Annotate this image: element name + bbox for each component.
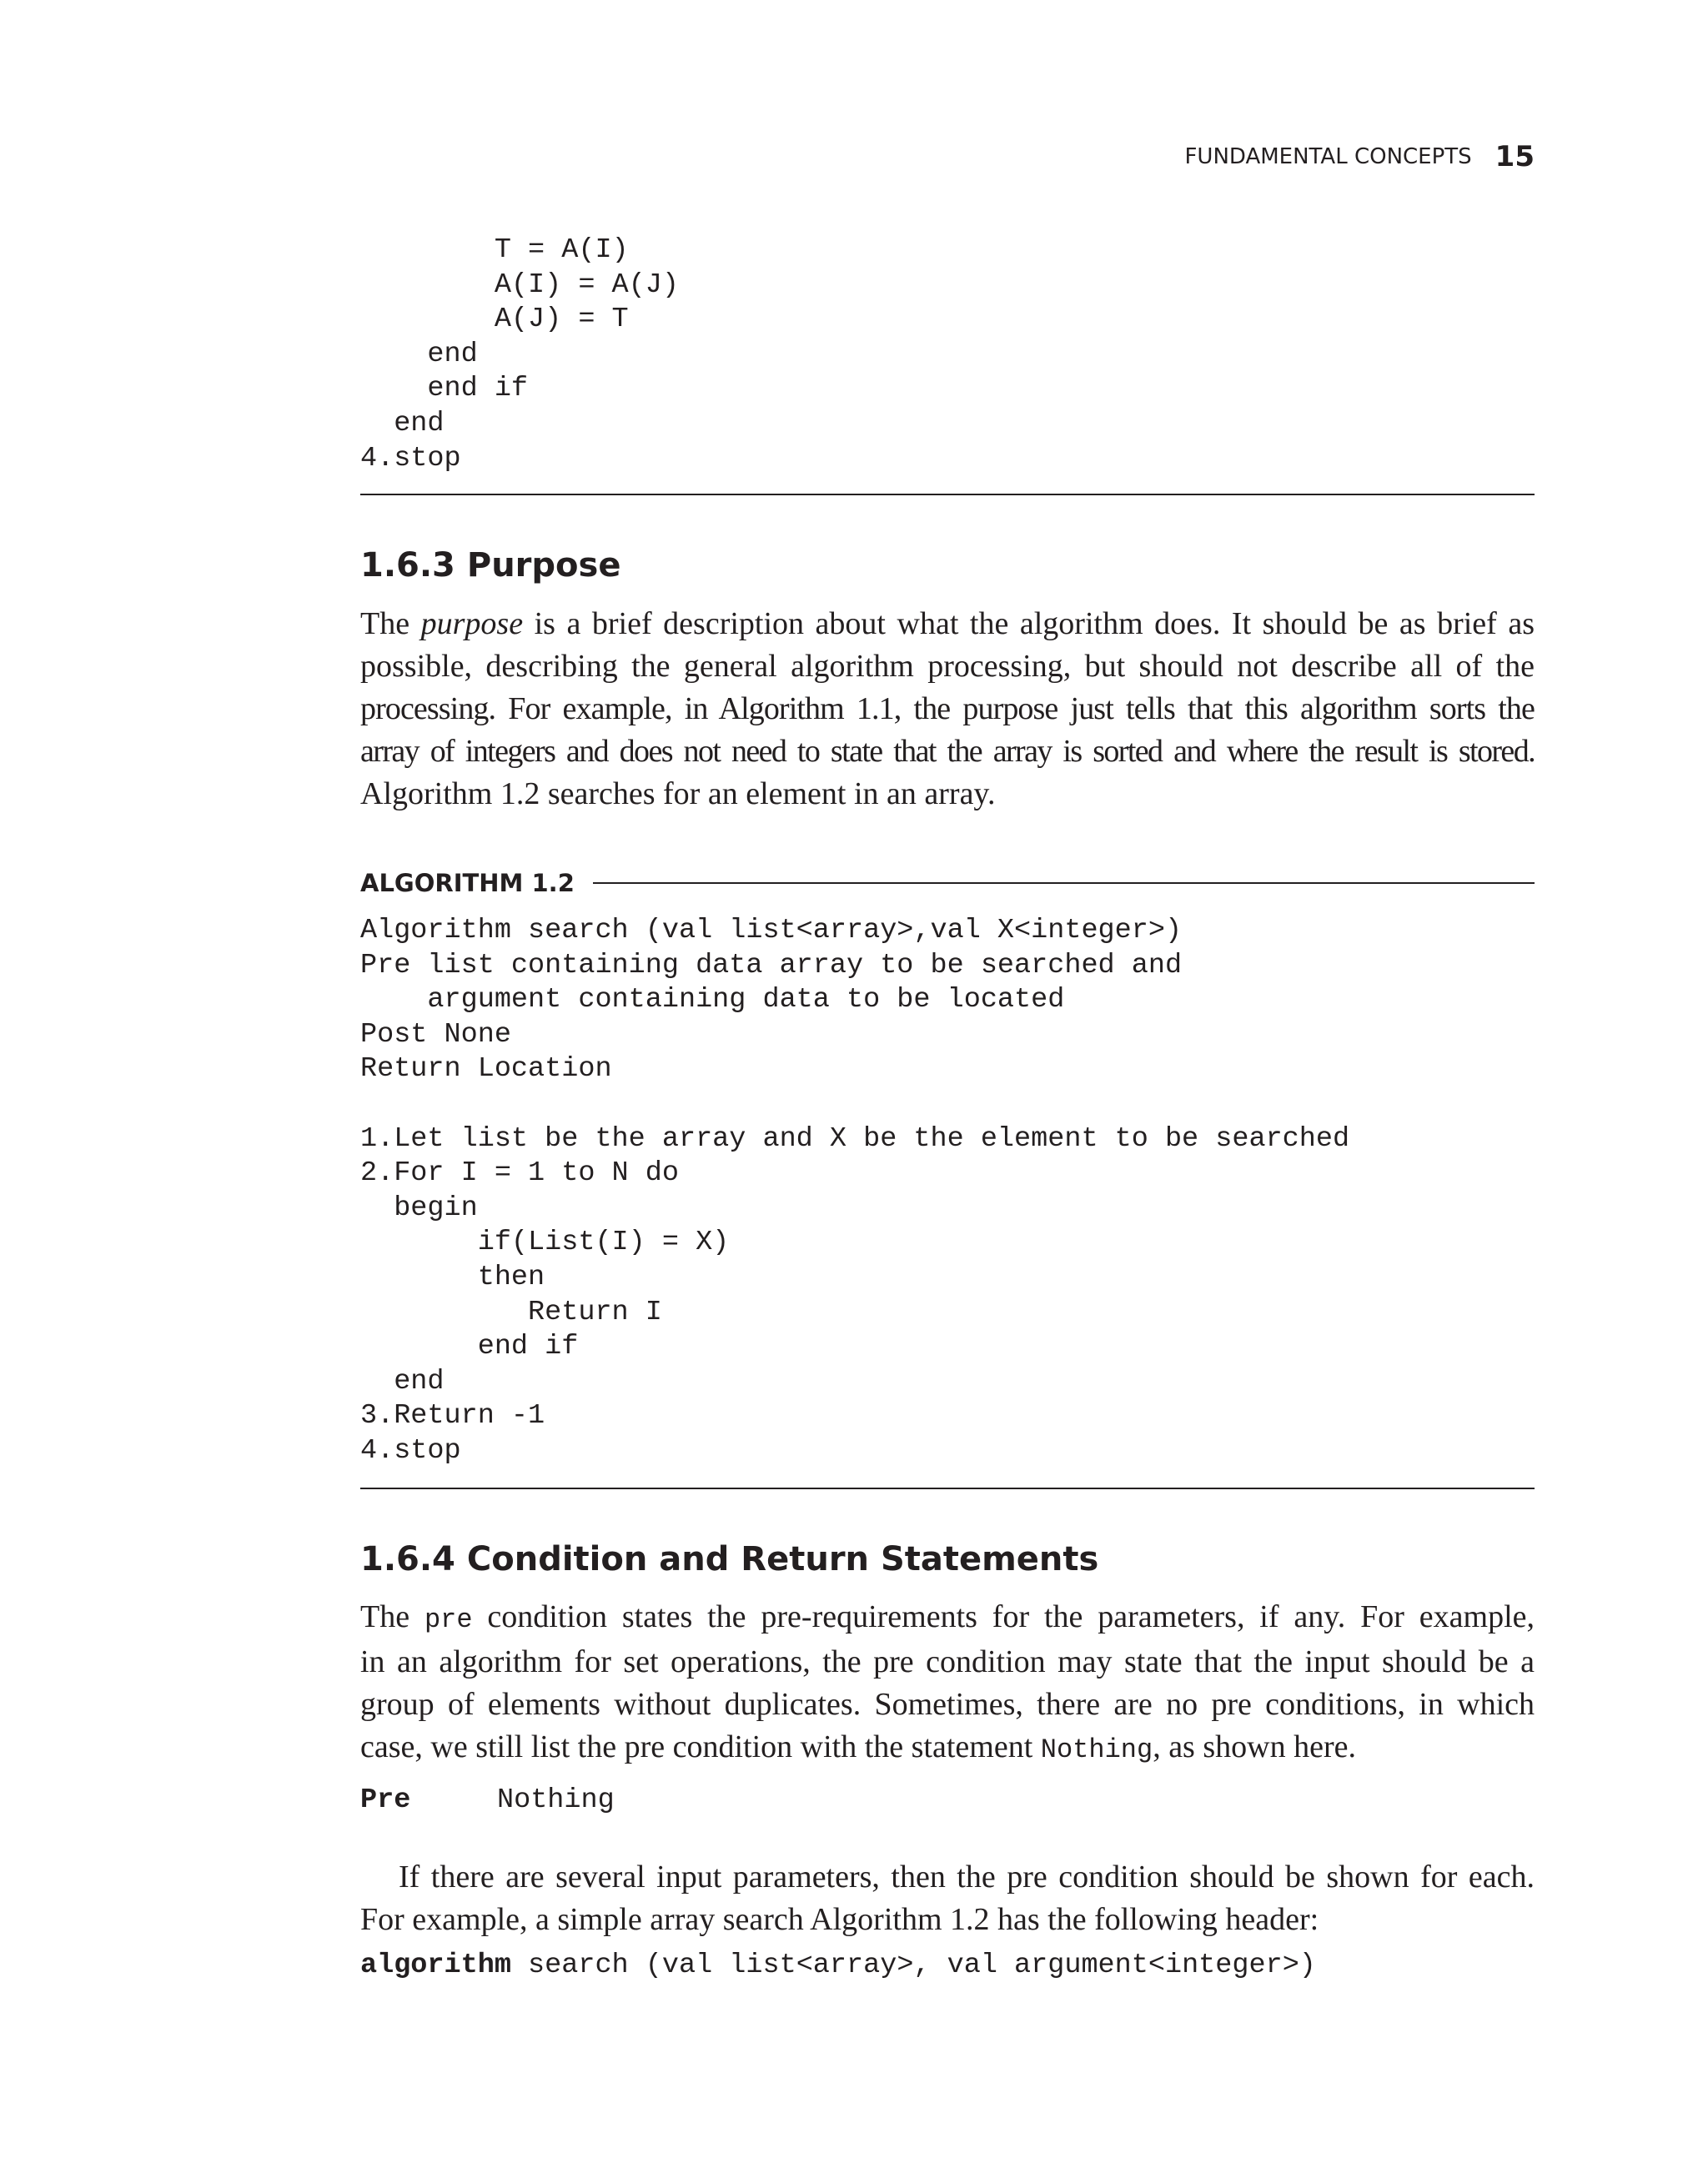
code-line: 4.stop	[360, 1434, 461, 1467]
section-title: Purpose	[466, 546, 621, 585]
code-line: end	[360, 1365, 445, 1398]
code-line: 2.For I = 1 to N do	[360, 1157, 679, 1190]
text-run: The	[360, 1599, 424, 1634]
purpose-term: purpose	[420, 606, 524, 641]
code-line: end	[360, 338, 478, 370]
section-heading-1-6-3	[360, 545, 620, 585]
pre-condition-paragraph	[360, 1596, 1535, 1771]
code-line: T = A(I)	[360, 234, 629, 266]
code-line	[360, 1087, 1349, 1122]
code-line: Algorithm search (val list<array>,val X<integer>)	[360, 915, 1183, 946]
code-line: Pre list containing data array to be searched and	[360, 949, 1183, 981]
code-line: end if	[360, 1331, 579, 1363]
section-number: 1.6.4	[360, 1540, 455, 1578]
code-line: end if	[360, 373, 529, 405]
pre-example-line	[360, 1783, 615, 1818]
algorithm-end-rule	[360, 1488, 1535, 1489]
paragraph-line	[360, 1726, 1535, 1771]
code-line: argument containing data to be located	[360, 984, 1065, 1016]
inline-code: Nothing	[1040, 1734, 1153, 1765]
pre-keyword: Pre	[360, 1784, 411, 1816]
algorithm-1-2-code	[360, 914, 1349, 1469]
paragraph-line: possible, describing the general algorithm processing, but should not describe all of the	[360, 649, 1535, 684]
algorithm-label	[360, 866, 1535, 900]
code-line: 4.stop	[360, 442, 461, 474]
paragraph-line: Algorithm 1.2 searches for an element in an array.	[360, 776, 996, 811]
code-line: if(List(I) = X)	[360, 1227, 730, 1259]
paragraph-line	[360, 1596, 1535, 1641]
paragraph-line: in an algorithm for set operations, the pre condition may state that the input should be a	[360, 1644, 1535, 1679]
code-line: Return Location	[360, 1053, 612, 1086]
page-number: 15	[1494, 140, 1535, 173]
code-line: then	[360, 1261, 545, 1293]
text-run: , as shown here.	[1153, 1729, 1356, 1764]
code-line: Return I	[360, 1296, 662, 1328]
inline-code: pre	[424, 1604, 473, 1635]
text-run: condition states the pre-requirements for the parameters, if any. For example,	[472, 1599, 1535, 1634]
pre-value: Nothing	[497, 1784, 615, 1816]
paragraph-line: For example, a simple array search Algorithm 1.2 has the following header:	[360, 1902, 1319, 1937]
text-run: case, we still list the pre condition with the statement	[360, 1729, 1041, 1764]
code-line: end	[360, 407, 445, 439]
algorithm-label-rule	[593, 882, 1535, 884]
purpose-paragraph	[360, 603, 1535, 816]
header-signature: search (val list<array>, val argument<integer>)	[510, 1950, 1316, 1981]
header-keyword: algorithm	[360, 1950, 511, 1981]
code-line: A(I) = A(J)	[360, 268, 679, 301]
paragraph-line: array of integers and does not need to state that the array is sorted and where the result is stored.	[360, 734, 1535, 769]
text-run: is a brief description about what the algorithm does. It should be as brief as	[523, 606, 1535, 641]
text-run: The	[360, 606, 421, 641]
code-line: 3.Return -1	[360, 1400, 545, 1433]
code-line: 1.Let list be the array and X be the element to be searched	[360, 1122, 1350, 1155]
running-head-title: FUNDAMENTAL CONCEPTS	[1184, 144, 1472, 169]
paragraph-line	[360, 603, 1535, 645]
paragraph-line: processing. For example, in Algorithm 1.1, the purpose just tells that this algorithm sorts the	[360, 691, 1535, 726]
section-number: 1.6.3	[360, 546, 455, 585]
code-line: begin	[360, 1192, 478, 1224]
code-line: A(J) = T	[360, 304, 629, 336]
running-head	[360, 140, 1535, 173]
header-paragraph	[360, 1856, 1535, 1941]
algorithm-label-text: ALGORITHM 1.2	[360, 869, 575, 897]
algorithm-end-rule	[360, 494, 1535, 495]
top-code-block	[360, 233, 679, 476]
code-line: Post None	[360, 1018, 511, 1051]
algorithm-header-example	[360, 1948, 1316, 1983]
paragraph-line: If there are several input parameters, then the pre condition should be shown for each.	[399, 1859, 1535, 1895]
section-title: Condition and Return Statements	[466, 1540, 1099, 1578]
paragraph-line: group of elements without duplicates. Sometimes, there are no pre conditions, in which	[360, 1687, 1535, 1722]
section-heading-1-6-4	[360, 1539, 1098, 1579]
